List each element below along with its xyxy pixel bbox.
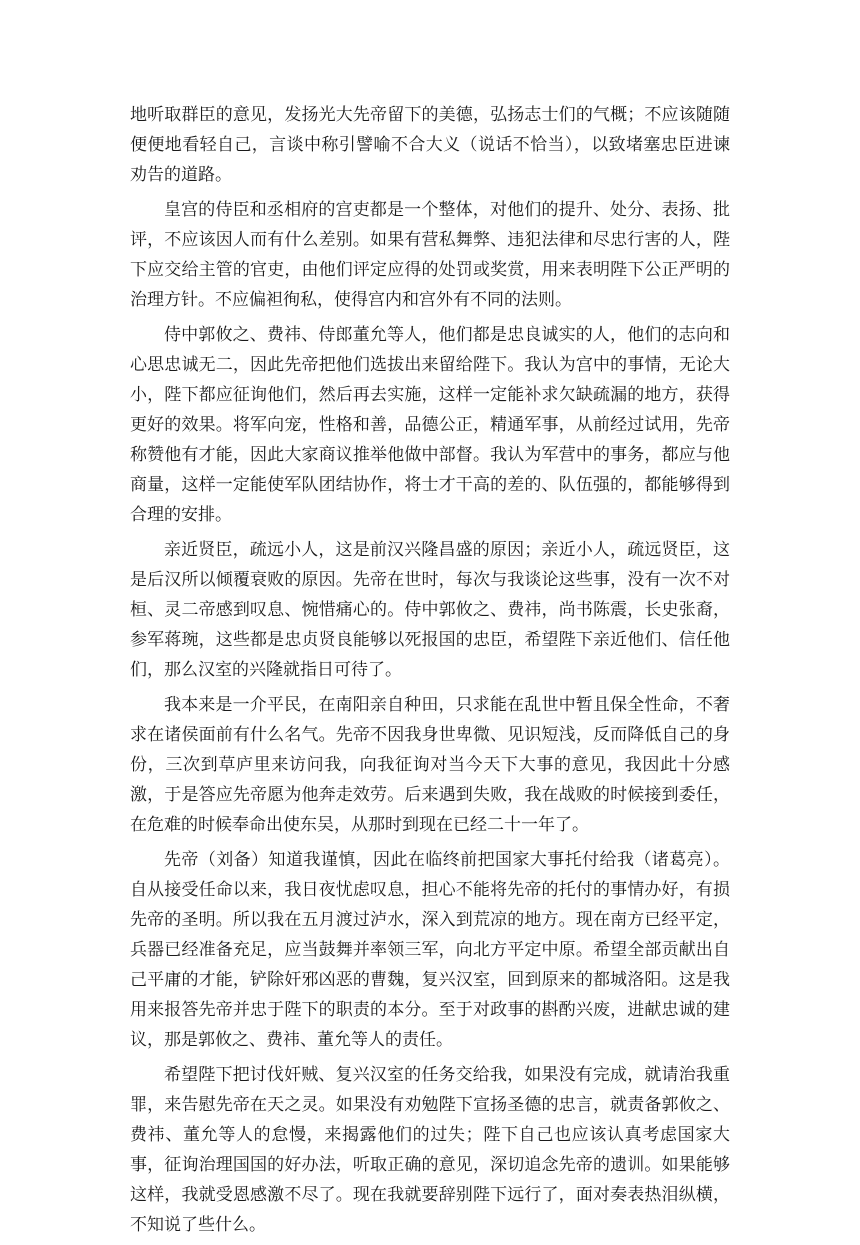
paragraph-continuation: 地听取群臣的意见，发扬光大先帝留下的美德，弘扬志士们的气概；不应该随随便便地看轻自己，言谈中称引譬喻不合大义（说话不恰当），以致堵塞忠臣进谏劝告的道路。 xyxy=(130,105,730,185)
paragraph-late-emperor-trust: 先帝（刘备）知道我谨慎，因此在临终前把国家大事托付给我（诸葛亮）。自从接受任命以来，我日夜忧虑叹息，担心不能将先帝的托付的事情办好，有损先帝的圣明。所以我在五月渡过泸水，深入到荒凉的地方。现在南方已经平定，兵器已经准备充足，应当鼓舞并率领三军，向北方平定中原。希望全部贡献出自己平庸的才能，铲除奸邪凶恶的曹魏，复兴汉室，回到原来的都城洛阳。这是我用来报答先帝并忠于陛下的职责的本分。至于对政事的斟酌兴废，进献忠诚的建议，那是郭攸之、费祎、董允等人的责任。 xyxy=(130,850,730,1050)
paragraph-han-rise-fall: 亲近贤臣，疏远小人，这是前汉兴隆昌盛的原因；亲近小人，疏远贤臣，这是后汉所以倾覆衰败的原因。先帝在世时，每次与我谈论这些事，没有一次不对桓、灵二帝感到叹息、惋惜痛心的。侍中郭攸之、费祎，尚书陈震，长史张裔，参军蒋琬，这些都是忠贞贤良能够以死报国的忠臣，希望陛下亲近他们、信任他们，那么汉室的兴隆就指日可待了。 xyxy=(130,540,730,680)
paragraph-loyal-ministers: 侍中郭攸之、费祎、侍郎董允等人，他们都是忠良诚实的人，他们的志向和心思忠诚无二，因此先帝把他们选拔出来留给陛下。我认为宫中的事情，无论大小，陛下都应征询他们，然后再去实施，这样一定能补求欠缺疏漏的地方，获得更好的效果。将军向宠，性格和善，品德公正，精通军事，从前经过试用，先帝称赞他有才能，因此大家商议推举他做中部督。我认为军营中的事务，都应与他商量，这样一定能使军队团结协作，将士才干高的差的、队伍强的，都能够得到合理的安排。 xyxy=(130,325,730,525)
paragraph-final-request: 希望陛下把讨伐奸贼、复兴汉室的任务交给我，如果没有完成，就请治我重罪，来告慰先帝在天之灵。如果没有劝勉陛下宣扬圣德的忠言，就责备郭攸之、费祎、董允等人的怠慢，来揭露他们的过失；陛下自己也应该认真考虑国家大事，征询治理国国的好办法，听取正确的意见，深切追念先帝的遗训。如果能够这样，我就受恩感激不尽了。现在我就要辞别陛下远行了，面对奏表热泪纵横，不知说了些什么。 xyxy=(130,1065,730,1235)
paragraph-commoner-origins: 我本来是一介平民，在南阳亲自种田，只求能在乱世中暂且保全性命，不奢求在诸侯面前有什么名气。先帝不因我身世卑微、见识短浅，反而降低自己的身份，三次到草庐里来访问我，向我征询对当今天下大事的意见，我因此十分感激，于是答应先帝愿为他奔走效劳。后来遇到失败，我在战败的时候接到委任，在危难的时候奉命出使东吴，从那时到现在已经二十一年了。 xyxy=(130,695,730,835)
paragraph-palace-officials: 皇宫的侍臣和丞相府的宫吏都是一个整体，对他们的提升、处分、表扬、批评，不应该因人而有什么差别。如果有营私舞弊、违犯法律和尽忠行害的人，陛下应交给主管的官吏，由他们评定应得的处罚或奖赏，用来表明陛下公正严明的治理方针。不应偏袒徇私，使得宫内和宫外有不同的法则。 xyxy=(130,200,730,310)
document-page xyxy=(130,100,730,1245)
